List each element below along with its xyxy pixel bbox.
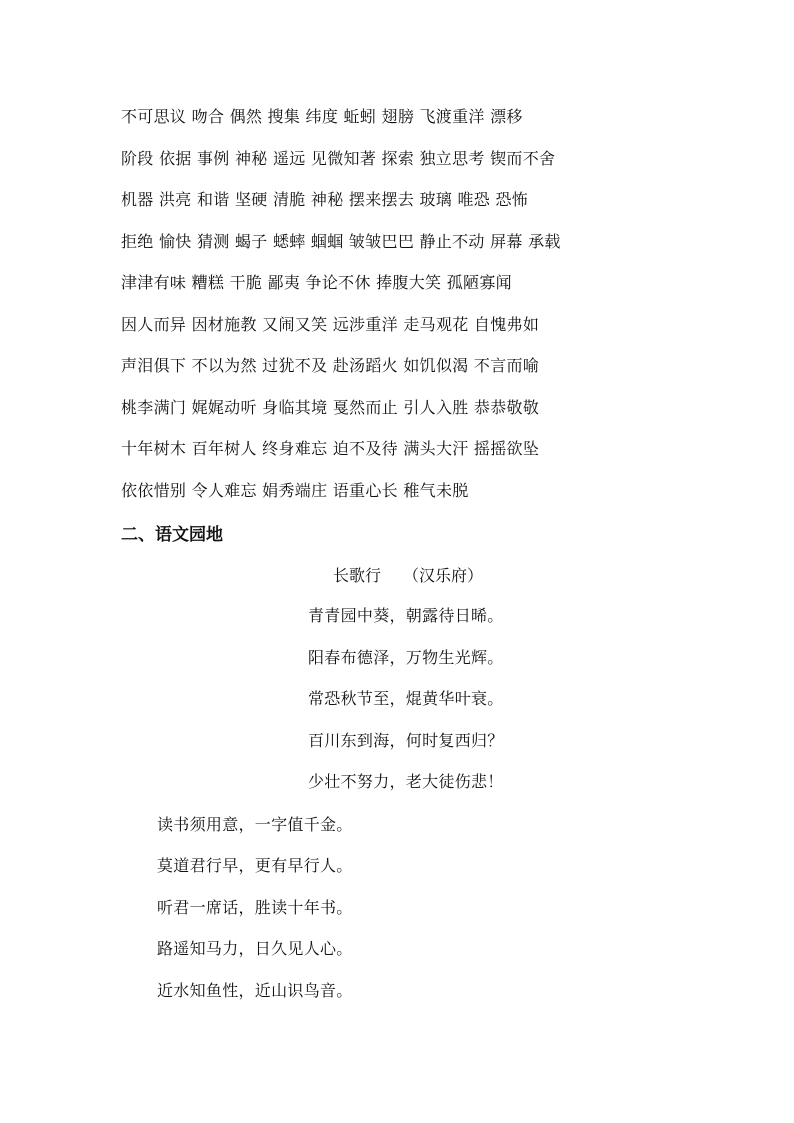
vocabulary-line: 因人而异 因材施教 又闹又笑 远涉重洋 走马观花 自愧弗如 bbox=[121, 315, 540, 334]
poem-line: 百川东到海，何时复西归？ bbox=[308, 731, 504, 750]
saying-line: 路遥知马力，日久见人心。 bbox=[157, 939, 353, 958]
vocabulary-line: 机器 洪亮 和谐 坚硬 清脆 神秘 摆来摆去 玻璃 唯恐 恐怖 bbox=[121, 190, 529, 209]
poem-line: 常恐秋节至，焜黄华叶衰。 bbox=[308, 689, 504, 708]
poem-line: 少壮不努力，老大徒伤悲！ bbox=[308, 772, 504, 791]
poem-title bbox=[333, 566, 483, 586]
saying-line: 听君一席话，胜读十年书。 bbox=[157, 898, 353, 917]
poem-title-text: 长歌行 bbox=[333, 566, 382, 585]
saying-line: 近水知鱼性，近山识鸟音。 bbox=[157, 981, 353, 1000]
saying-line: 读书须用意，一字值千金。 bbox=[157, 815, 353, 834]
poem-line: 青青园中葵，朝露待日晞。 bbox=[308, 606, 504, 625]
poem-line: 阳春布德泽，万物生光辉。 bbox=[308, 648, 504, 667]
vocabulary-line: 声泪俱下 不以为然 过犹不及 赴汤蹈火 如饥似渴 不言而喻 bbox=[121, 356, 540, 375]
saying-line: 莫道君行早，更有早行人。 bbox=[157, 856, 353, 875]
vocabulary-line: 十年树木 百年树人 终身难忘 迫不及待 满头大汗 摇摇欲坠 bbox=[121, 439, 540, 458]
vocabulary-line: 阶段 依据 事例 神秘 遥远 见微知著 探索 独立思考 锲而不舍 bbox=[121, 149, 556, 168]
vocabulary-line: 不可思议 吻合 偶然 搜集 纬度 蚯蚓 翅膀 飞渡重洋 漂移 bbox=[121, 107, 523, 126]
vocabulary-line: 依依惜别 令人难忘 娟秀端庄 语重心长 稚气未脱 bbox=[121, 481, 469, 500]
vocabulary-line: 拒绝 愉快 猜测 蝎子 蟋蟀 蝈蝈 皱皱巴巴 静止不动 屏幕 承载 bbox=[121, 232, 561, 251]
poem-author: （汉乐府） bbox=[403, 566, 484, 585]
vocabulary-line: 津津有味 糟糕 干脆 鄙夷 争论不休 捧腹大笑 孤陋寡闻 bbox=[121, 273, 512, 292]
vocabulary-line: 桃李满门 娓娓动听 身临其境 戛然而止 引人入胜 恭恭敬敬 bbox=[121, 398, 540, 417]
section-heading: 二、语文园地 bbox=[121, 525, 223, 545]
